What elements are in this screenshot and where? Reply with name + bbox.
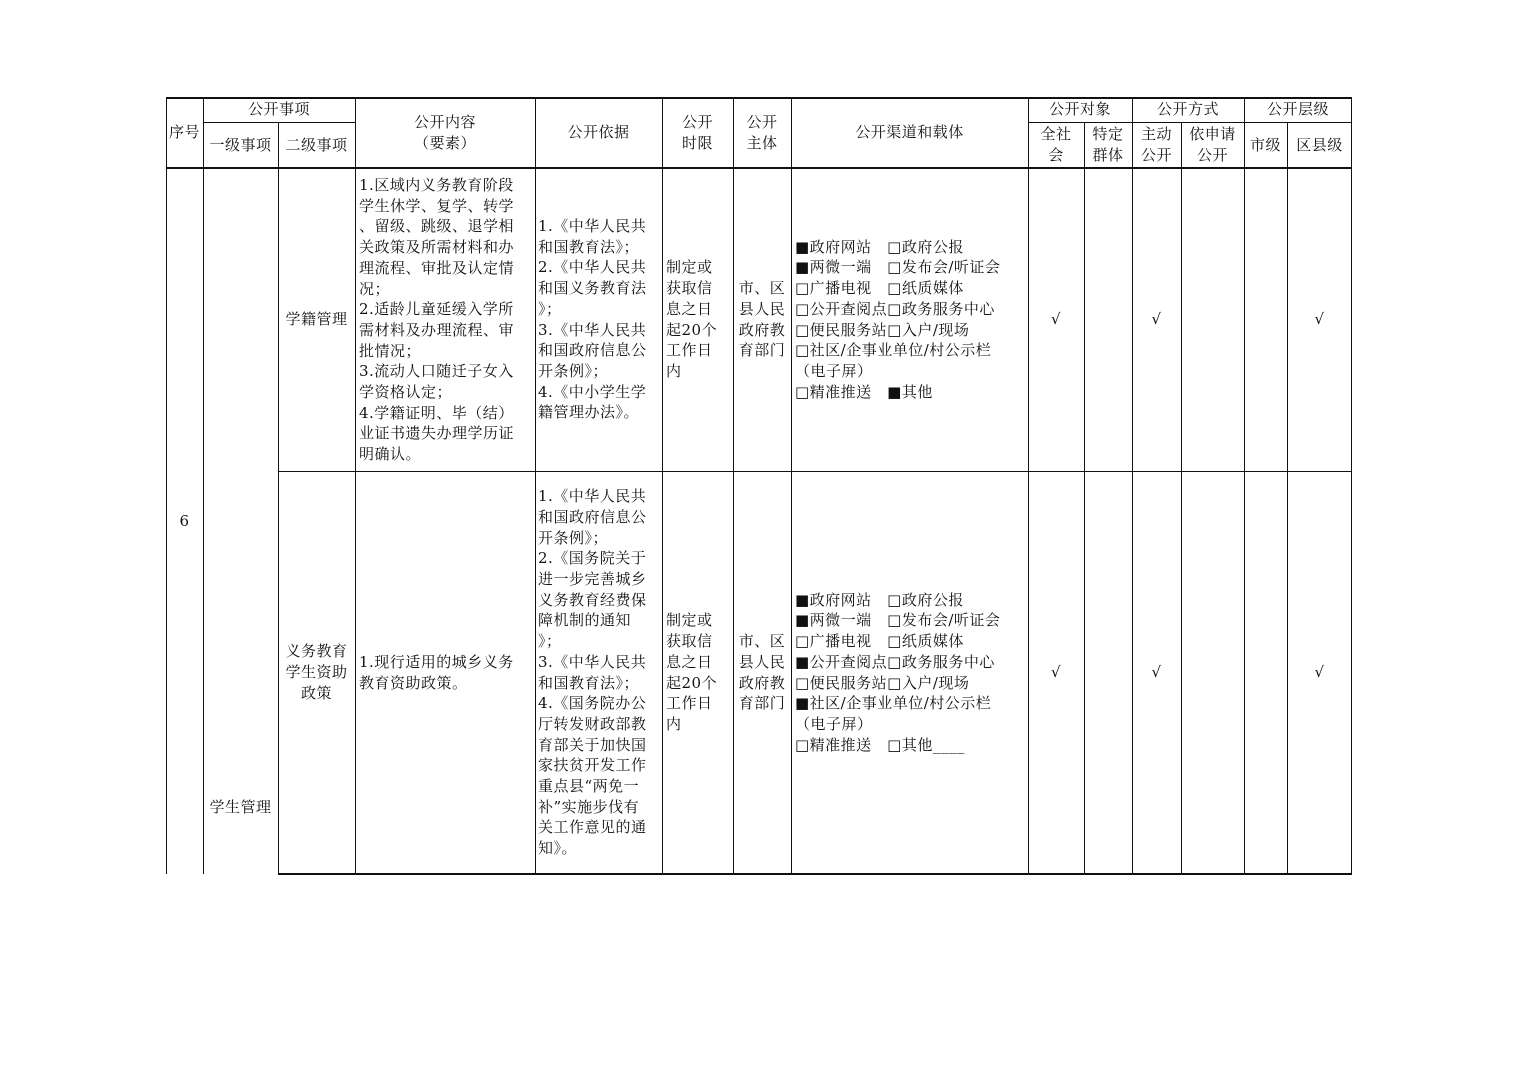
border-bottom xyxy=(278,873,1352,875)
divider-col xyxy=(278,122,279,874)
divider-col xyxy=(535,97,536,874)
border-left xyxy=(166,97,167,874)
row-time-limit xyxy=(666,168,732,471)
row-basis xyxy=(538,471,661,874)
divider-col xyxy=(791,97,792,874)
header-basis: 公开依据 xyxy=(567,123,630,142)
row-target-specific-check xyxy=(1084,471,1132,874)
header-level1: 一级事项 xyxy=(209,135,272,154)
header-target-all: 全社 会 xyxy=(1040,125,1072,164)
header-level-district: 区县级 xyxy=(1296,135,1343,154)
row-target-all-check: √ xyxy=(1050,310,1062,329)
header-level: 公开层级 xyxy=(1266,100,1329,119)
row-level-district-check: √ xyxy=(1314,663,1325,682)
header-target-specific: 特定 群体 xyxy=(1092,125,1124,164)
row-channels xyxy=(795,168,1027,471)
row-level-city-check xyxy=(1244,471,1287,874)
row-level2: 义务教育 学生资助 政策 xyxy=(285,642,348,702)
header-subject: 公开 主体 xyxy=(746,112,778,152)
divider-col xyxy=(203,97,204,874)
header-public-items: 公开事项 xyxy=(247,100,310,119)
divider-col xyxy=(1287,122,1288,874)
row-method-request-check xyxy=(1181,471,1244,874)
row-channels-text: ■政府网站 □政府公报 ■两微一端 □发布会/听证会 □广播电视 □纸质媒体 ■公开查阅点□政务服务中心 □便民服务站□入户/现场 ■社区/企事业单位/村公示栏 （电子屏） □精准推送 □其他____ xyxy=(795,590,1001,754)
row-target-specific-check xyxy=(1084,168,1132,471)
row-channels-text: ■政府网站 □政府公报 ■两微一端 □发布会/听证会 □广播电视 □纸质媒体 □公开查阅点□政务服务中心 □便民服务站□入户/现场 □社区/企事业单位/村公示栏 （电子屏） □精准推送 ■其他 xyxy=(795,237,1001,401)
header-level-city: 市级 xyxy=(1249,135,1281,154)
divider-col xyxy=(1244,97,1245,874)
divider-col xyxy=(1181,122,1182,874)
header-method-request: 依申请 公开 xyxy=(1189,125,1236,164)
row-basis xyxy=(538,168,661,471)
level1-item: 学生管理 xyxy=(209,798,272,816)
row-content: 1.区域内义务教育阶段 学生休学、复学、转学 、留级、跳级、退学相 关政策及所需材料和办 理流程、审批及认定情 况； 2.适龄儿童延缓入学所 需材料及办理流程、审 批情况； 3.流动人口随迁子女入 学资格认定； 4.学籍证明、毕（结） 业证书遗失办理学历证 明确认。 xyxy=(359,176,515,464)
row-basis-text: 1.《中华人民共 和国政府信息公 开条例》； 2.《国务院关于 进一步完善城乡 义务教育经费保 障机制的通知 》； 3.《中华人民共 和国教育法》； 4.《国务院办公 厅转发财政部教 育部关于加快国 家扶贫开发工作 重点县“两免一 补”实施步伐有 关工作意见的通 知》。 xyxy=(538,487,647,858)
divider-col xyxy=(1028,97,1029,874)
border-right xyxy=(1351,97,1352,874)
row-content-text: 1.现行适用的城乡义务 教育资助政策。 xyxy=(359,652,514,692)
seq-number: 6 xyxy=(179,511,190,530)
row-level-city-check xyxy=(1244,168,1287,471)
row-content xyxy=(359,471,533,874)
divider-col xyxy=(355,97,356,874)
row-channels xyxy=(795,471,1027,874)
header-time-limit: 公开 时限 xyxy=(681,112,713,152)
row-level-district-check: √ xyxy=(1314,310,1325,329)
row-subject: 市、区 县人民 政府教 育部门 xyxy=(738,632,786,713)
divider-col xyxy=(1084,122,1085,874)
divider-col xyxy=(733,97,734,874)
header-content: 公开内容 （要素） xyxy=(413,112,476,152)
row-time-limit-text: 制定或 获取信 息之日 起20个 工作日 内 xyxy=(666,611,718,733)
row-basis-text: 1.《中华人民共 和国教育法》； 2.《中华人民共 和国义务教育法 》； 3.《中华人民共 和国政府信息公 开条例》； 4.《中小学生学 籍管理办法》。 xyxy=(538,216,647,422)
divider-subheader xyxy=(1028,122,1352,123)
header-level2: 二级事项 xyxy=(285,135,348,154)
divider-header-bottom xyxy=(166,167,1352,169)
header-target: 公开对象 xyxy=(1048,100,1111,119)
row-method-active-check: √ xyxy=(1151,310,1162,329)
row-method-active-check: √ xyxy=(1151,663,1162,682)
disclosure-table xyxy=(166,97,1352,874)
divider-subheader xyxy=(203,122,355,123)
row-subject: 市、区 县人民 政府教 育部门 xyxy=(738,279,786,360)
header-seq: 序号 xyxy=(168,123,200,142)
header-channels: 公开渠道和载体 xyxy=(855,123,964,142)
row-level2: 学籍管理 xyxy=(285,310,348,329)
header-method-active: 主动 公开 xyxy=(1140,125,1172,164)
row-time-limit xyxy=(666,471,732,874)
row-time-limit-text: 制定或 获取信 息之日 起20个 工作日 内 xyxy=(666,258,718,380)
divider-row xyxy=(278,471,1352,472)
divider-col xyxy=(1132,97,1133,874)
row-target-all-check: √ xyxy=(1050,663,1062,682)
row-method-request-check xyxy=(1181,168,1244,471)
header-method: 公开方式 xyxy=(1156,100,1219,119)
border-top xyxy=(166,97,1352,99)
divider-col xyxy=(662,97,663,874)
